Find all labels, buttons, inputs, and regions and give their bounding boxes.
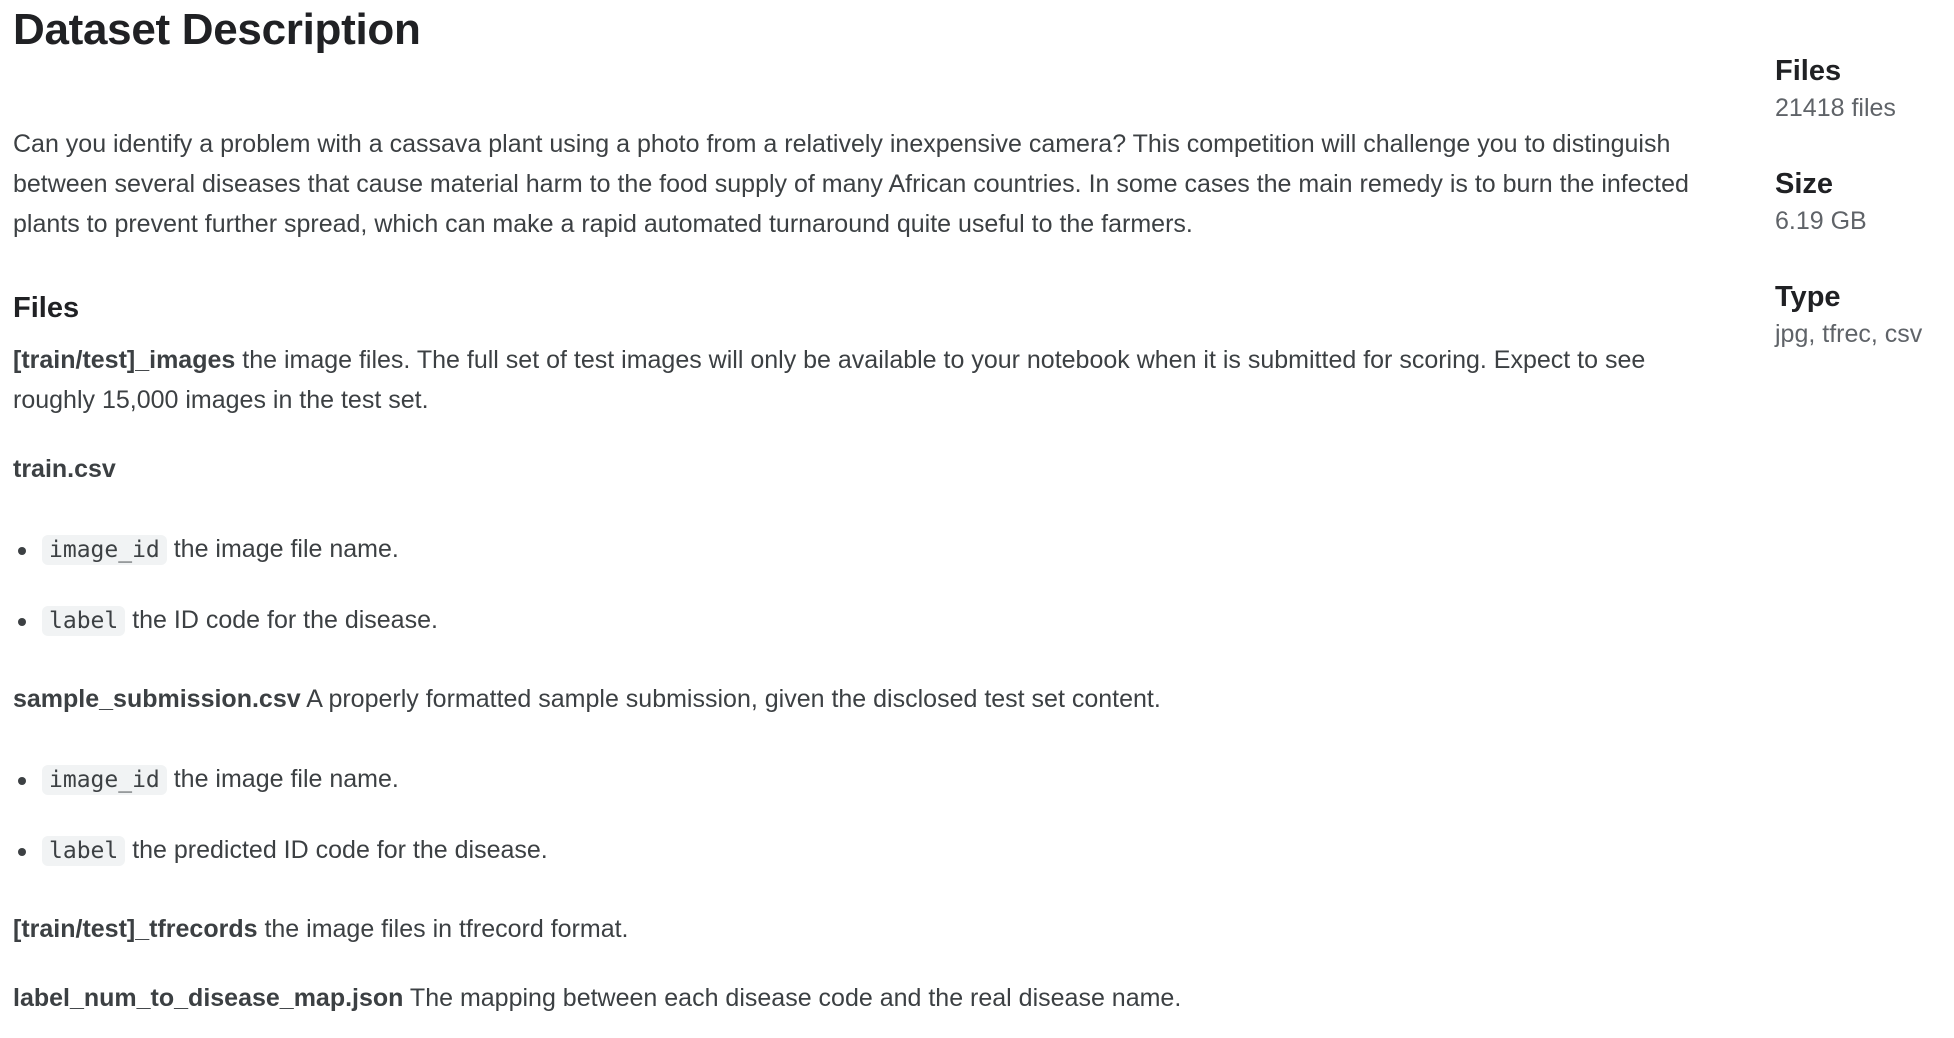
files-summary-value: 21418 files (1775, 94, 1896, 122)
type-summary-value: jpg, tfrec, csv (1775, 320, 1923, 348)
list-item (13, 759, 1733, 800)
list-item (13, 600, 1733, 641)
sample-submission-desc: A properly formatted sample submission, given the disclosed test set content. (300, 685, 1161, 713)
size-summary-value: 6.19 GB (1775, 207, 1867, 235)
list-item (13, 529, 1733, 570)
train-csv-name: train.csv (13, 455, 116, 483)
description-content (13, 0, 1733, 1018)
train-csv-entry (13, 449, 1733, 489)
images-entry-name: [train/test]_images (13, 346, 236, 374)
column-code: label (42, 836, 125, 866)
page-title: Dataset Description (13, 5, 421, 54)
type-summary (1775, 278, 1945, 352)
list-item (13, 830, 1733, 871)
sample-submission-name: sample_submission.csv (13, 685, 301, 713)
size-summary (1775, 165, 1945, 239)
images-entry-desc: the image files. The full set of test images will only be available to your notebook when it is submitted for scoring. Expect to see roughly 15,000 images in the test set. (13, 346, 1646, 414)
tfrecords-name: [train/test]_tfrecords (13, 915, 258, 943)
intro-paragraph: Can you identify a problem with a cassava plant using a photo from a relatively inexpensive camera? This competition will challenge you to distinguish between several diseases that cause material harm to the food supply of many African countries. In some cases the main remedy is to burn the infected plants to prevent further spread, which can make a rapid automated turnaround quite useful to the farmers. (13, 130, 1689, 238)
column-desc: the image file name. (166, 535, 399, 563)
column-desc: the ID code for the disease. (125, 606, 438, 634)
column-code: image_id (42, 765, 167, 795)
tfrecords-entry (13, 909, 1733, 949)
label-map-name: label_num_to_disease_map.json (13, 984, 404, 1012)
column-desc: the image file name. (166, 765, 399, 793)
label-map-desc: The mapping between each disease code and the real disease name. (403, 984, 1182, 1012)
size-summary-label: Size (1775, 168, 1834, 200)
tfrecords-desc: the image files in tfrecord format. (257, 915, 629, 943)
column-code: label (42, 606, 125, 636)
train-csv-columns-list (13, 529, 1733, 641)
images-entry (13, 340, 1733, 420)
column-code: image_id (42, 535, 167, 565)
files-summary-label: Files (1775, 55, 1842, 87)
label-map-entry (13, 978, 1733, 1018)
files-section-heading: Files (13, 292, 80, 324)
column-desc: the predicted ID code for the disease. (125, 836, 548, 864)
files-summary (1775, 52, 1945, 126)
sample-submission-columns-list (13, 759, 1733, 871)
dataset-summary-sidebar (1775, 52, 1945, 352)
type-summary-label: Type (1775, 281, 1841, 313)
sample-submission-entry (13, 679, 1733, 719)
